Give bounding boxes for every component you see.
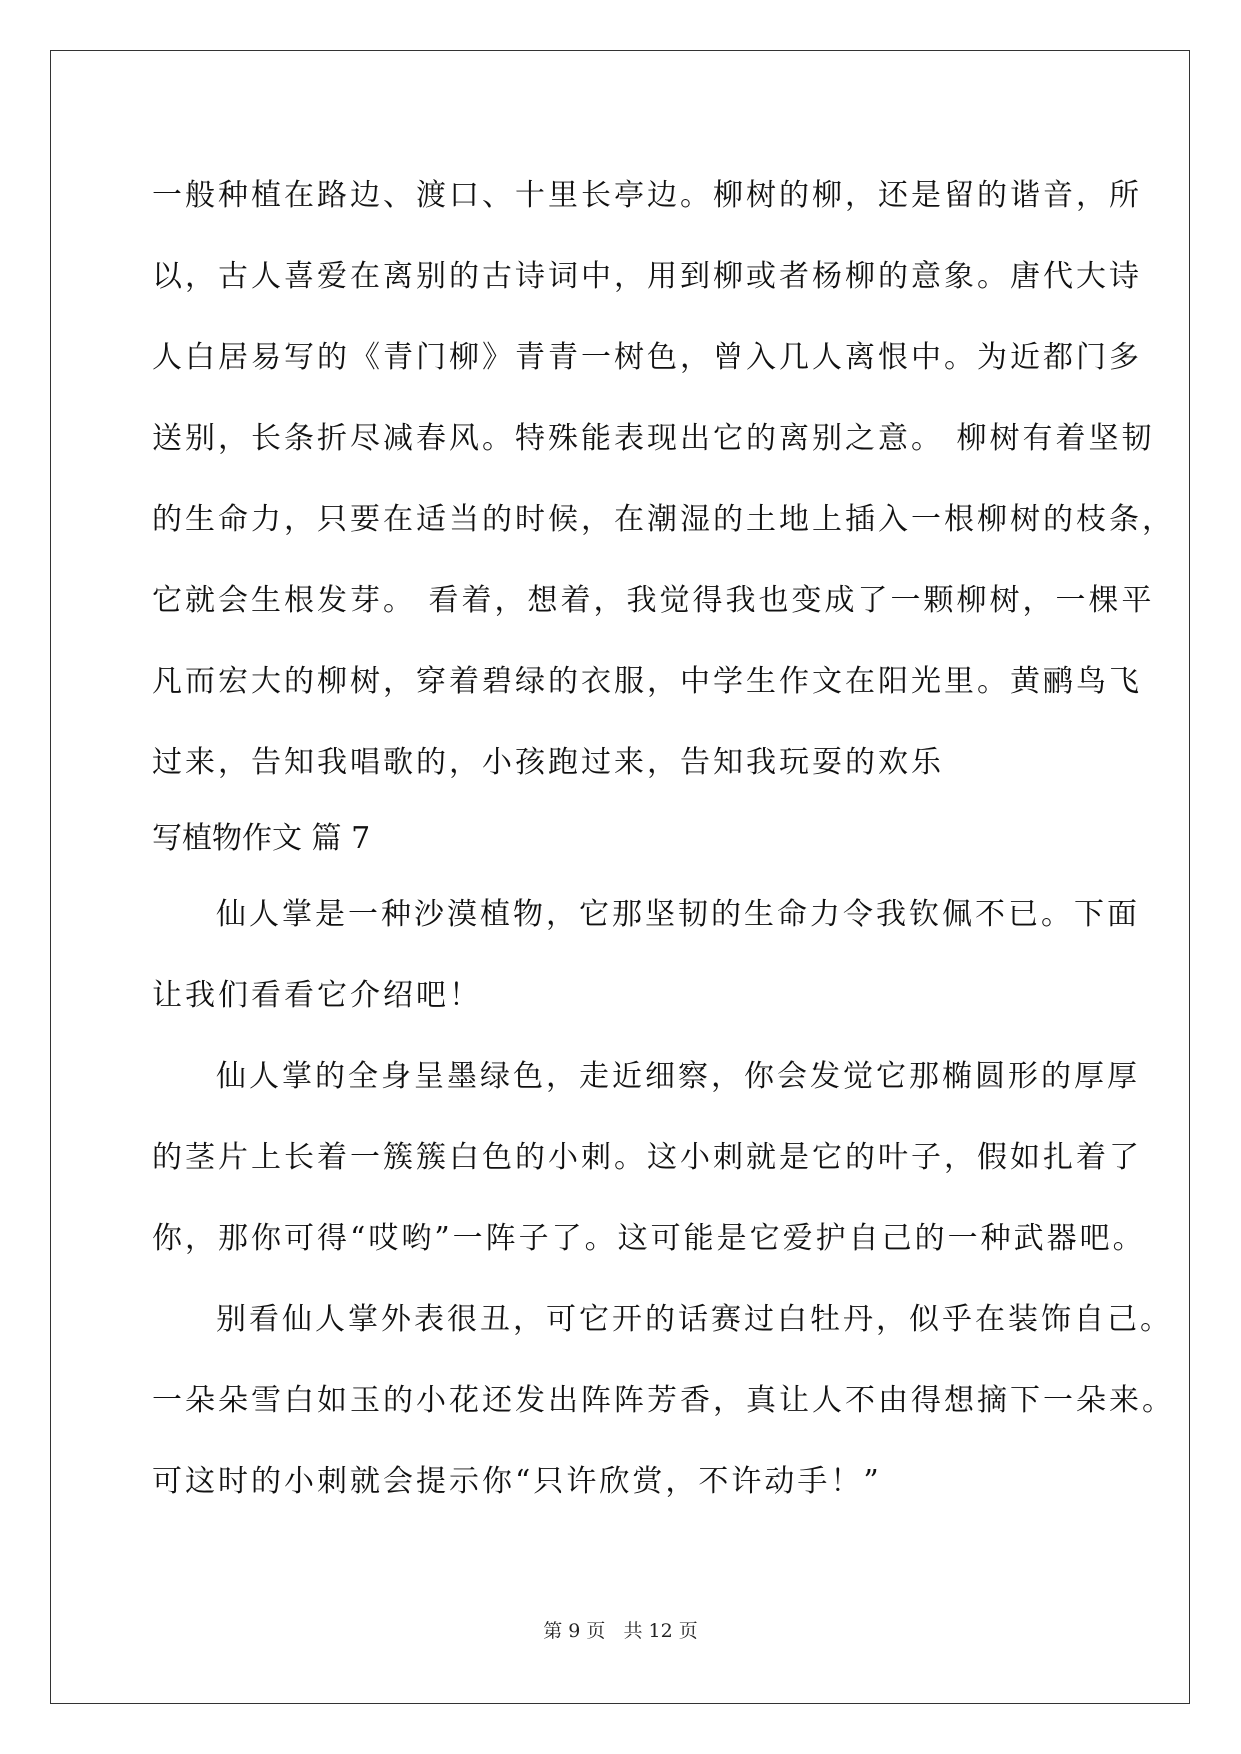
text-line: 送别，长条折尽减春风。特殊能表现出它的离别之意。 柳树有着坚韧 — [152, 421, 1155, 456]
page-number: 第 9 页 — [543, 1620, 606, 1642]
text-line: 可这时的小刺就会提示你“只许欣赏，不许动手！” — [152, 1464, 882, 1499]
text-line: 一般种植在路边、渡口、十里长亭边。柳树的柳，还是留的谐音，所 — [152, 178, 1142, 213]
text-line: 别看仙人掌外表很丑，可它开的话赛过白牡丹，似乎在装饰自己。 — [216, 1302, 1173, 1337]
text-line: 你，那你可得“哎哟”一阵子了。这可能是它爱护自己的一种武器吧。 — [152, 1221, 1146, 1256]
text-line: 过来，告知我唱歌的，小孩跑过来，告知我玩耍的欢乐 — [152, 745, 944, 780]
paragraph — [152, 874, 1140, 1036]
text-line: 的茎片上长着一簇簇白色的小刺。这小刺就是它的叶子，假如扎着了 — [152, 1140, 1142, 1175]
section-heading: 写植物作文 篇 7 — [152, 821, 371, 856]
paragraph — [152, 1036, 1146, 1279]
document-body — [152, 155, 1175, 1522]
page-total: 共 12 页 — [623, 1620, 698, 1642]
text-line: 仙人掌的全身呈墨绿色，走近细察，你会发觉它那椭圆形的厚厚 — [216, 1059, 1140, 1094]
text-line: 以，古人喜爱在离别的古诗词中，用到柳或者杨柳的意象。唐代大诗 — [152, 259, 1142, 294]
text-line: 仙人掌是一种沙漠植物，它那坚韧的生命力令我钦佩不已。下面 — [216, 897, 1140, 932]
paragraph — [152, 1279, 1175, 1522]
text-line: 凡而宏大的柳树，穿着碧绿的衣服，中学生作文在阳光里。黄鹂鸟飞 — [152, 664, 1142, 699]
text-line: 的生命力，只要在适当的时候，在潮湿的土地上插入一根柳树的枝条， — [152, 502, 1175, 537]
text-line: 它就会生根发芽。 看着，想着，我觉得我也变成了一颗柳树，一棵平 — [152, 583, 1155, 618]
text-line: 让我们看看它介绍吧！ — [152, 978, 482, 1013]
text-line: 人白居易写的《青门柳》青青一树色，曾入几人离恨中。为近都门多 — [152, 340, 1142, 375]
text-line: 一朵朵雪白如玉的小花还发出阵阵芳香，真让人不由得想摘下一朵来。 — [152, 1383, 1175, 1418]
page-footer — [0, 1616, 1241, 1643]
